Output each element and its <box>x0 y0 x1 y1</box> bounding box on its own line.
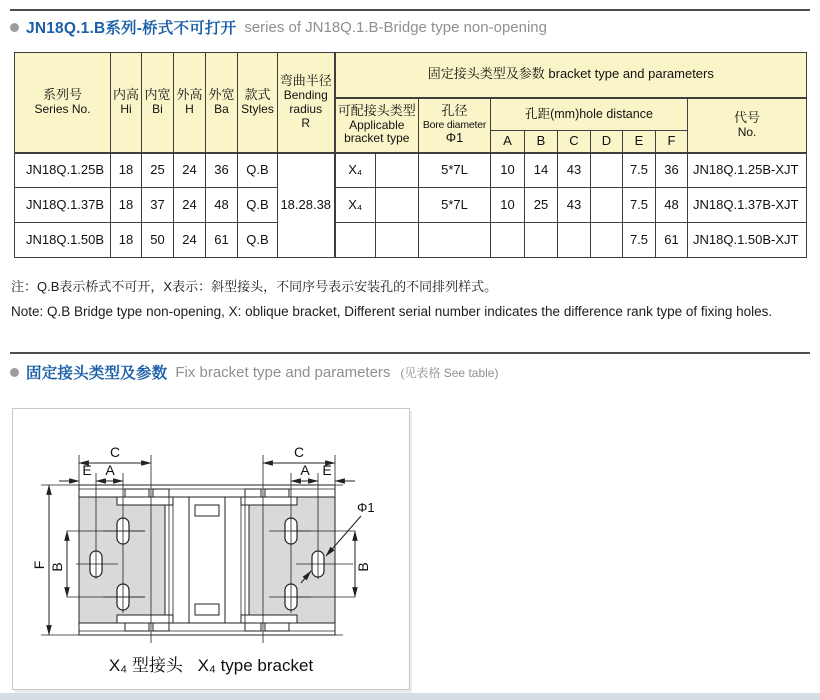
cell-bi: 37 <box>142 188 174 223</box>
cell-dist-e: 7.5 <box>623 188 656 223</box>
col-header-bi: 内宽 Bi <box>142 53 174 153</box>
col-header-dist-d: D <box>591 131 623 153</box>
cell-hi: 18 <box>111 153 142 188</box>
section1-header <box>10 16 547 38</box>
page-bottom-bar <box>0 693 820 700</box>
cell-bracket-type-2 <box>376 223 419 258</box>
cell-bore <box>419 223 491 258</box>
cell-hi: 18 <box>111 223 142 258</box>
cell-bracket-type: X₄ <box>335 188 376 223</box>
cell-dist-a <box>491 223 525 258</box>
cell-dist-b: 25 <box>525 188 558 223</box>
drawing-caption-cn: X₄ 型接头 <box>108 656 183 675</box>
cell-dist-b: 14 <box>525 153 558 188</box>
dim-label-phi1: Φ1 <box>357 500 375 515</box>
col-header-h: 外高 H <box>174 53 206 153</box>
notes-block <box>11 276 811 319</box>
cell-style: Q.B <box>238 153 278 188</box>
cell-h: 24 <box>174 188 206 223</box>
dim-label-e-right: E <box>322 462 332 478</box>
section2-title-cn: 固定接头类型及参数 <box>26 365 168 382</box>
col-header-hi: 内高 Hi <box>111 53 142 153</box>
dim-label-a-left: A <box>105 462 115 478</box>
cell-dist-c <box>558 223 591 258</box>
dim-label-e-left: E <box>82 462 92 478</box>
cell-series: JN18Q.1.50B <box>15 223 111 258</box>
bullet-icon <box>10 23 19 32</box>
section2-aside: (见表格 See table) <box>400 365 499 380</box>
cell-series: JN18Q.1.25B <box>15 153 111 188</box>
col-header-series: 系列号 Series No. <box>15 53 111 153</box>
col-header-dist-b: B <box>525 131 558 153</box>
cell-bore: 5*7L <box>419 188 491 223</box>
drawing-caption <box>13 651 409 676</box>
col-header-no: 代号 No. <box>688 98 807 153</box>
cell-h: 24 <box>174 223 206 258</box>
col-header-bore-diameter: 孔径 Bore diameter Φ1 <box>419 98 491 153</box>
dim-label-b-right: B <box>355 562 371 572</box>
cell-style: Q.B <box>238 188 278 223</box>
cell-dist-e: 7.5 <box>623 223 656 258</box>
table-row <box>15 223 807 258</box>
cell-dist-a: 10 <box>491 153 525 188</box>
cell-dist-d <box>591 223 623 258</box>
dim-label-c-left: C <box>109 444 121 460</box>
cell-bracket-type-2 <box>376 153 419 188</box>
col-header-hole-distance: 孔距(mm)hole distance <box>491 98 688 131</box>
dim-label-f: F <box>31 560 47 570</box>
cell-dist-b <box>525 223 558 258</box>
cell-no: JN18Q.1.37B-XJT <box>688 188 807 223</box>
cell-dist-e: 7.5 <box>623 153 656 188</box>
bracket-drawing-box <box>12 408 410 690</box>
cell-hi: 18 <box>111 188 142 223</box>
cell-no: JN18Q.1.50B-XJT <box>688 223 807 258</box>
table-row <box>15 188 807 223</box>
cell-bracket-type <box>335 223 376 258</box>
col-header-dist-a: A <box>491 131 525 153</box>
col-header-bending-radius: 弯曲半径 Bending radius R <box>278 53 335 153</box>
section2-header <box>10 361 498 383</box>
cell-h: 24 <box>174 153 206 188</box>
cell-bore: 5*7L <box>419 153 491 188</box>
col-header-ba: 外宽 Ba <box>206 53 238 153</box>
col-header-applicable-bracket: 可配接头类型 Applicable bracket type <box>335 98 419 153</box>
section1-title-cn: JN18Q.1.B系列-桥式不可打开 <box>26 20 237 37</box>
cell-bracket-type: X₄ <box>335 153 376 188</box>
cell-no: JN18Q.1.25B-XJT <box>688 153 807 188</box>
cell-ba: 61 <box>206 223 238 258</box>
note-en: Note: Q.B Bridge type non-opening, X: oblique bracket, Different serial number indicates the difference rank type of fixing holes. <box>11 304 773 319</box>
col-header-dist-e: E <box>623 131 656 153</box>
dim-label-a-right: A <box>300 462 310 478</box>
drawing-caption-en: X₄ type bracket <box>197 656 314 675</box>
cell-ba: 48 <box>206 188 238 223</box>
table-row <box>15 153 807 188</box>
bullet-icon <box>10 368 19 377</box>
cell-dist-f: 48 <box>656 188 688 223</box>
cell-bi: 50 <box>142 223 174 258</box>
cell-bi: 25 <box>142 153 174 188</box>
cell-dist-c: 43 <box>558 153 591 188</box>
spec-table <box>14 52 807 258</box>
cell-dist-f: 36 <box>656 153 688 188</box>
section1-title-en: series of JN18Q.1.B-Bridge type non-opening <box>244 18 547 36</box>
section-divider <box>10 352 810 354</box>
top-divider <box>10 9 810 11</box>
cell-dist-d <box>591 188 623 223</box>
cell-dist-f: 61 <box>656 223 688 258</box>
cell-dist-a: 10 <box>491 188 525 223</box>
dim-label-b-left: B <box>49 562 65 572</box>
cell-dist-c: 43 <box>558 188 591 223</box>
col-group-bracket-params: 固定接头类型及参数 bracket type and parameters <box>335 53 807 98</box>
cell-style: Q.B <box>238 223 278 258</box>
cell-dist-d <box>591 153 623 188</box>
col-header-dist-c: C <box>558 131 591 153</box>
bracket-technical-drawing <box>13 409 409 649</box>
note-cn: 注：Q.B表示桥式不可开，X表示：斜型接头，不同序号表示安装孔的不同排列样式。 <box>11 279 498 294</box>
cell-series: JN18Q.1.37B <box>15 188 111 223</box>
cell-ba: 36 <box>206 153 238 188</box>
cell-bending-radius: 18.28.38 <box>278 153 335 258</box>
cell-bracket-type-2 <box>376 188 419 223</box>
col-header-styles: 款式 Styles <box>238 53 278 153</box>
section2-title-en: Fix bracket type and parameters <box>175 363 391 381</box>
col-header-dist-f: F <box>656 131 688 153</box>
dim-label-c-right: C <box>293 444 305 460</box>
